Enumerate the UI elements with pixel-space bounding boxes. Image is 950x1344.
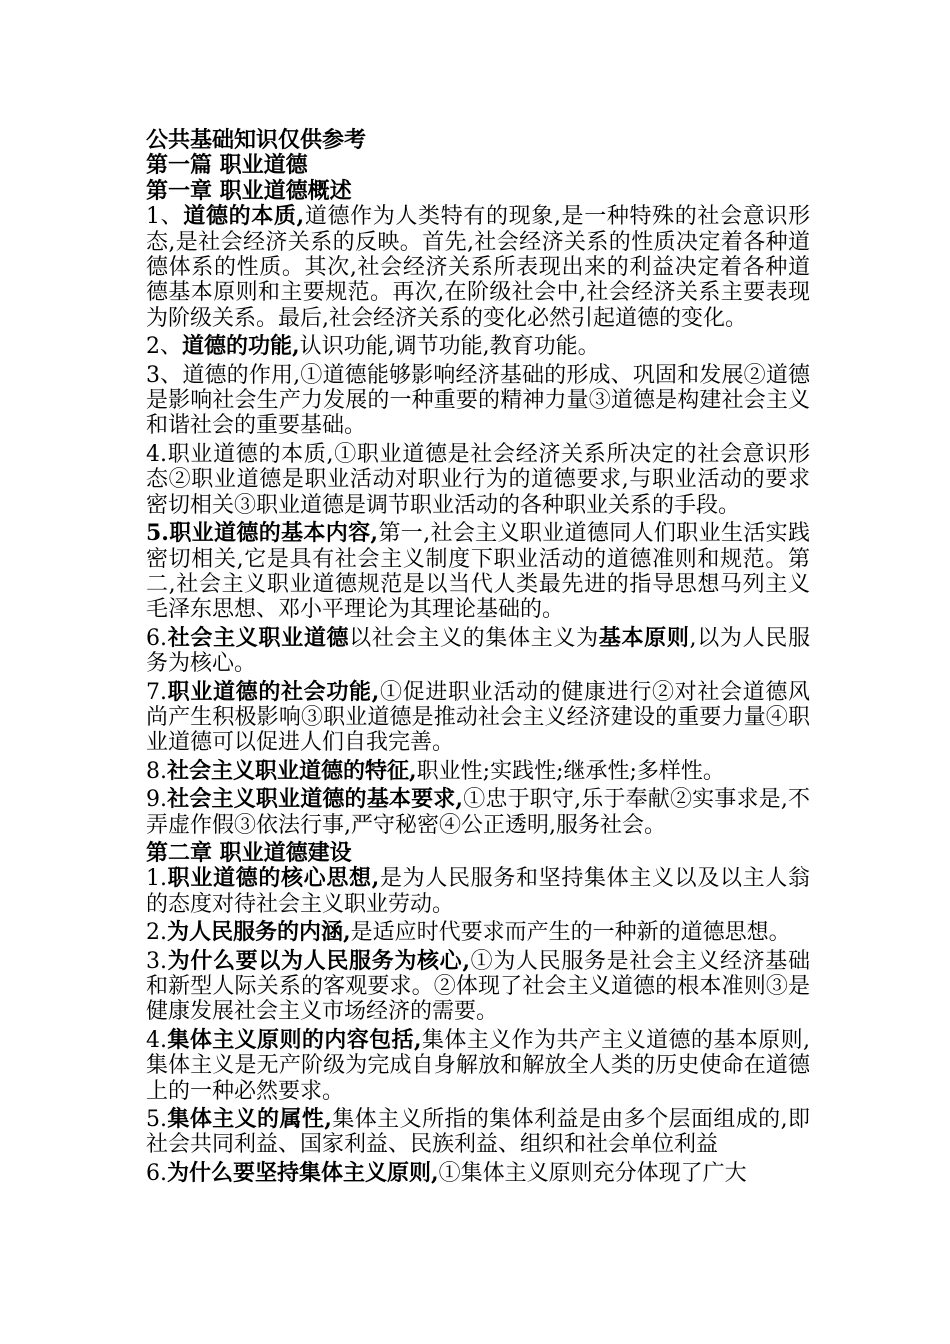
doc-title: 公共基础知识仅供参考: [146, 127, 367, 153]
list-item: [146, 334, 810, 359]
list-item: [146, 759, 810, 784]
document-page: [146, 128, 810, 1189]
item-term: 职业道德的核心思想,: [167, 865, 380, 892]
list-item: [146, 626, 810, 677]
item-number: 9.: [146, 787, 167, 813]
item-term: 为什么要以为人民服务为核心,: [167, 947, 470, 974]
item-text: 认识功能,调节功能,教育功能。: [299, 334, 600, 360]
list-item: [146, 866, 810, 917]
item-text: 职业性;实践性;继承性;多样性。: [416, 758, 725, 784]
item-term: 社会主义职业道德: [167, 624, 350, 651]
list-item: [146, 920, 810, 945]
item-number: 6.: [146, 625, 167, 651]
item-text-2: ,以为人民服务为核心。: [146, 625, 810, 677]
item-text: 第一,社会主义职业道德同人们职业生活实践密切相关,它是具有社会主义制度下职业活动的道德准则和规范。第二,社会主义职业道德规范是以当代人类最先进的指导思想马列主义毛泽东思想、邓小平理论为其理论基础的。: [146, 521, 810, 623]
list-item: [146, 1107, 810, 1158]
item-number: 8.: [146, 758, 167, 784]
item-text: 是适应时代要求而产生的一种新的道德思想。: [350, 920, 791, 946]
item-term: 为什么要坚持集体主义原则,: [167, 1159, 439, 1186]
list-item: [146, 1028, 810, 1104]
item-number: 3、: [146, 362, 183, 388]
item-number: 5.: [146, 1107, 167, 1133]
item-number: 1、: [146, 204, 184, 230]
item-text: ①促进职业活动的健康进行②对社会道德风尚产生积极影响③职业道德是推动社会主义经济建设的重要力量④职业道德可以促进人们自我完善。: [146, 679, 810, 756]
list-item: [146, 787, 810, 838]
item-text: 道德的作用,①道德能够影响经济基础的形成、巩固和发展②道德是影响社会生产力发展的一种重要的精神力量③道德是构建社会主义和谐社会的重要基础。: [146, 362, 811, 439]
item-term: 道德的功能,: [182, 333, 300, 360]
item-term: 集体主义原则的内容包括,: [167, 1026, 422, 1053]
item-number: 1.: [146, 866, 167, 892]
part-title: 第一篇 职业道德: [146, 152, 308, 179]
item-term-2: 基本原则: [598, 624, 690, 651]
list-item: [146, 442, 810, 518]
item-text: 集体主义所指的集体利益是由多个层面组成的,即社会共同利益、国家利益、民族利益、组织和社会单位利益: [146, 1107, 810, 1158]
chapter-2-title: 第二章 职业道德建设: [146, 839, 352, 866]
list-item: [146, 204, 810, 331]
chapter-2-body: [146, 866, 810, 1186]
item-text: ①集体主义原则充分体现了广大: [438, 1160, 747, 1186]
item-term: 职业道德的社会功能,: [167, 678, 380, 705]
list-item: [146, 1161, 810, 1186]
item-term: 为人民服务的内涵,: [167, 919, 351, 946]
list-item: [146, 363, 810, 439]
item-term: 道德的本质,: [183, 203, 305, 230]
item-number: 4.: [146, 1027, 167, 1053]
item-number: 3.: [146, 948, 167, 974]
item-text: 职业道德的本质,①职业道德是社会经济关系所决定的社会意识形态②职业道德是职业活动对职业行为的道德要求,与职业活动的要求密切相关③职业道德是调节职业活动的各种职业关系的手段。: [146, 441, 810, 518]
item-text: ①忠于职守,乐于奉献②实事求是,不弄虚作假③依法行事,严守秘密④公正透明,服务社会。: [146, 787, 810, 838]
list-item: [146, 949, 810, 1025]
item-term: 社会主义职业道德的基本要求,: [167, 786, 464, 813]
chapter-1-title: 第一章 职业道德概述: [146, 177, 352, 204]
item-number: 2.: [146, 920, 167, 946]
list-item: [146, 521, 810, 623]
list-item: [146, 680, 810, 756]
item-number: 6.: [146, 1160, 167, 1186]
item-number: 5.: [146, 520, 169, 547]
item-number: 7.: [146, 679, 167, 705]
item-term: 集体主义的属性,: [167, 1106, 332, 1133]
item-term: 社会主义职业道德的特征,: [167, 757, 417, 784]
item-text: 集体主义作为共产主义道德的基本原则,集体主义是无产阶级为完成自身解放和解放全人类的历史使命在道德上的一种必然要求。: [146, 1027, 810, 1104]
item-text: 是为人民服务和坚持集体主义以及以主人翁的态度对待社会主义职业劳动。: [146, 866, 810, 917]
item-term: 职业道德的基本内容,: [168, 520, 379, 547]
item-number: 2、: [146, 334, 182, 360]
item-text: 以社会主义的集体主义为: [349, 625, 599, 651]
chapter-1-body: [146, 204, 810, 838]
item-number: 4.: [146, 441, 167, 467]
item-text: 道德作为人类特有的现象,是一种特殊的社会意识形态,是社会经济关系的反映。首先,社会经济关系的性质决定着各种道德体系的性质。其次,社会经济关系所表现出来的利益决定着各种道德基本原则和主要规范。再次,在阶级社会中,社会经济关系主要表现为阶级关系。最后,社会经济关系的变化必然引起道德的变化。: [146, 204, 811, 331]
item-text: ①为人民服务是社会主义经济基础和新型人际关系的客观要求。②体现了社会主义道德的根本准则③是健康发展社会主义市场经济的需要。: [146, 948, 810, 1025]
